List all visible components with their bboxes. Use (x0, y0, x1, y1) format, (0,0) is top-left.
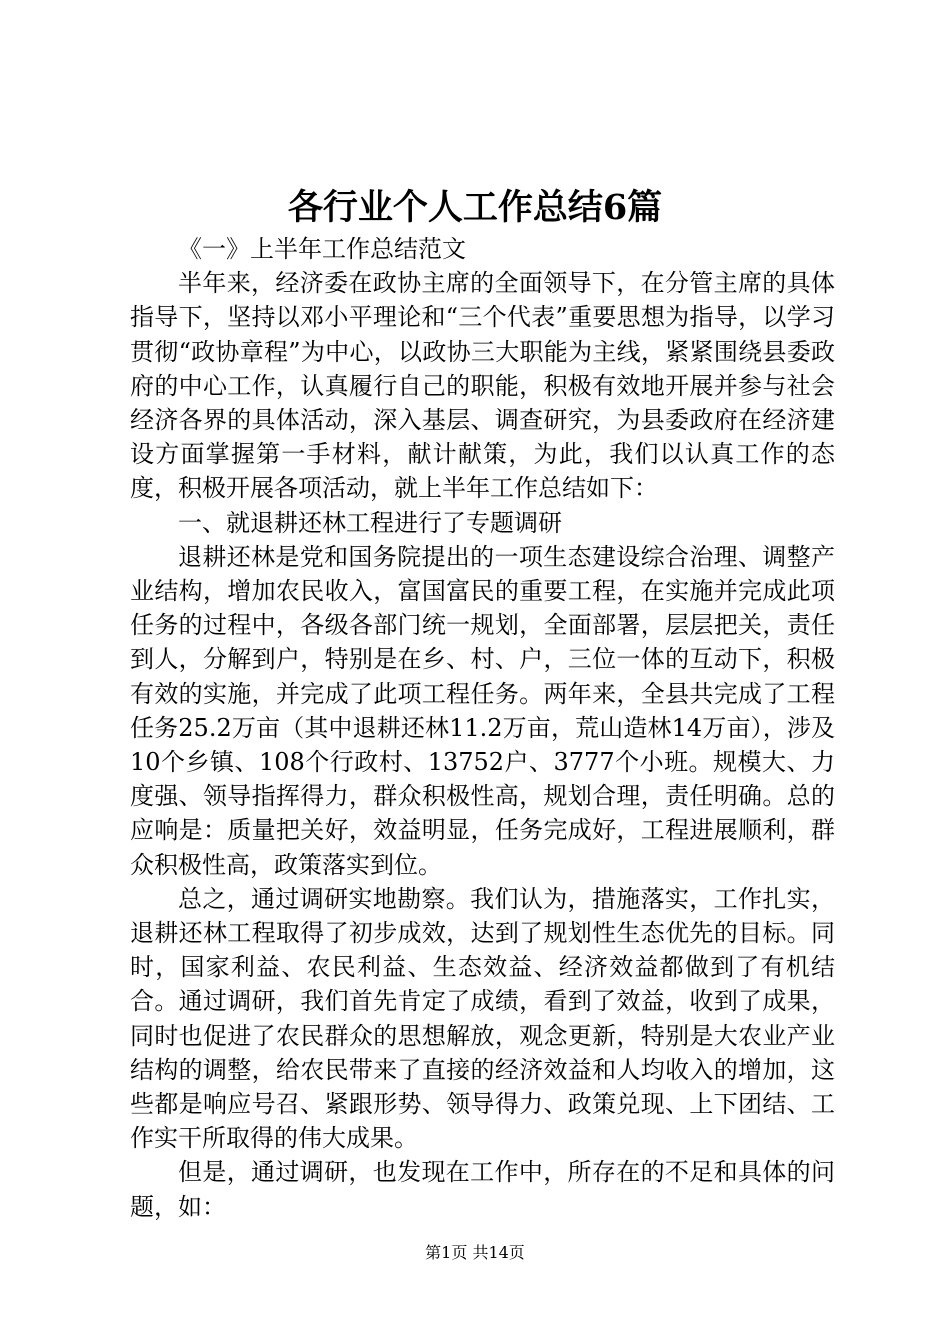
document-body (130, 232, 835, 1224)
body-paragraph: 半年来，经济委在政协主席的全面领导下，在分管主席的具体指导下，坚持以邓小平理论和“三个代表”重要思想为指导，以学习贯彻“政协章程”为中心，以政协三大职能为主线，紧紧围绕县委政府的中心工作，认真履行自己的职能，积极有效地开展并参与社会经济各界的具体活动，深入基层、调查研究，为县委政府在经济建设方面掌握第一手材料，献计献策，为此，我们以认真工作的态度，积极开展各项活动，就上半年工作总结如下： (130, 269, 835, 503)
section-heading: 《一》上半年工作总结范文 (178, 235, 466, 263)
page-number: 第1页 共14页 (425, 1243, 525, 1262)
subsection-heading: 一、就退耕还林工程进行了专题调研 (178, 508, 562, 537)
body-paragraph: 退耕还林是党和国务院提出的一项生态建设综合治理、调整产业结构，增加农民收入，富国富民的重要工程，在实施并完成此项任务的过程中，各级各部门统一规划，全面部署，层层把关，责任到人，分解到户，特别是在乡、村、户，三位一体的互动下，积极有效的实施，并完成了此项工程任务。两年来，全县共完成了工程任务25.2万亩（其中退耕还林11.2万亩，荒山造林14万亩），涉及10个乡镇、108个行政村、13752户、3777个小班。规模大、力度强、领导指挥得力，群众积极性高，规划合理，责任明确。总的应响是：质量把关好，效益明显，任务完成好，工程进展顺利，群众积极性高，政策落实到位。 (130, 542, 835, 879)
document-title: 各行业个人工作总结6篇 (287, 187, 663, 228)
body-paragraph: 总之，通过调研实地勘察。我们认为，措施落实，工作扎实，退耕还林工程取得了初步成效，达到了规划性生态优先的目标。同时，国家利益、农民利益、生态效益、经济效益都做到了有机结合。通过调研，我们首先肯定了成绩，看到了效益，收到了成果，同时也促进了农民群众的思想解放，观念更新，特别是大农业产业结构的调整，给农民带来了直接的经济效益和人均收入的增加，这些都是响应号召、紧跟形势、领导得力、政策兑现、上下团结、工作实干所取得的伟大成果。 (130, 884, 835, 1153)
body-paragraph: 但是，通过调研，也发现在工作中，所存在的不足和具体的问题，如： (130, 1158, 835, 1221)
